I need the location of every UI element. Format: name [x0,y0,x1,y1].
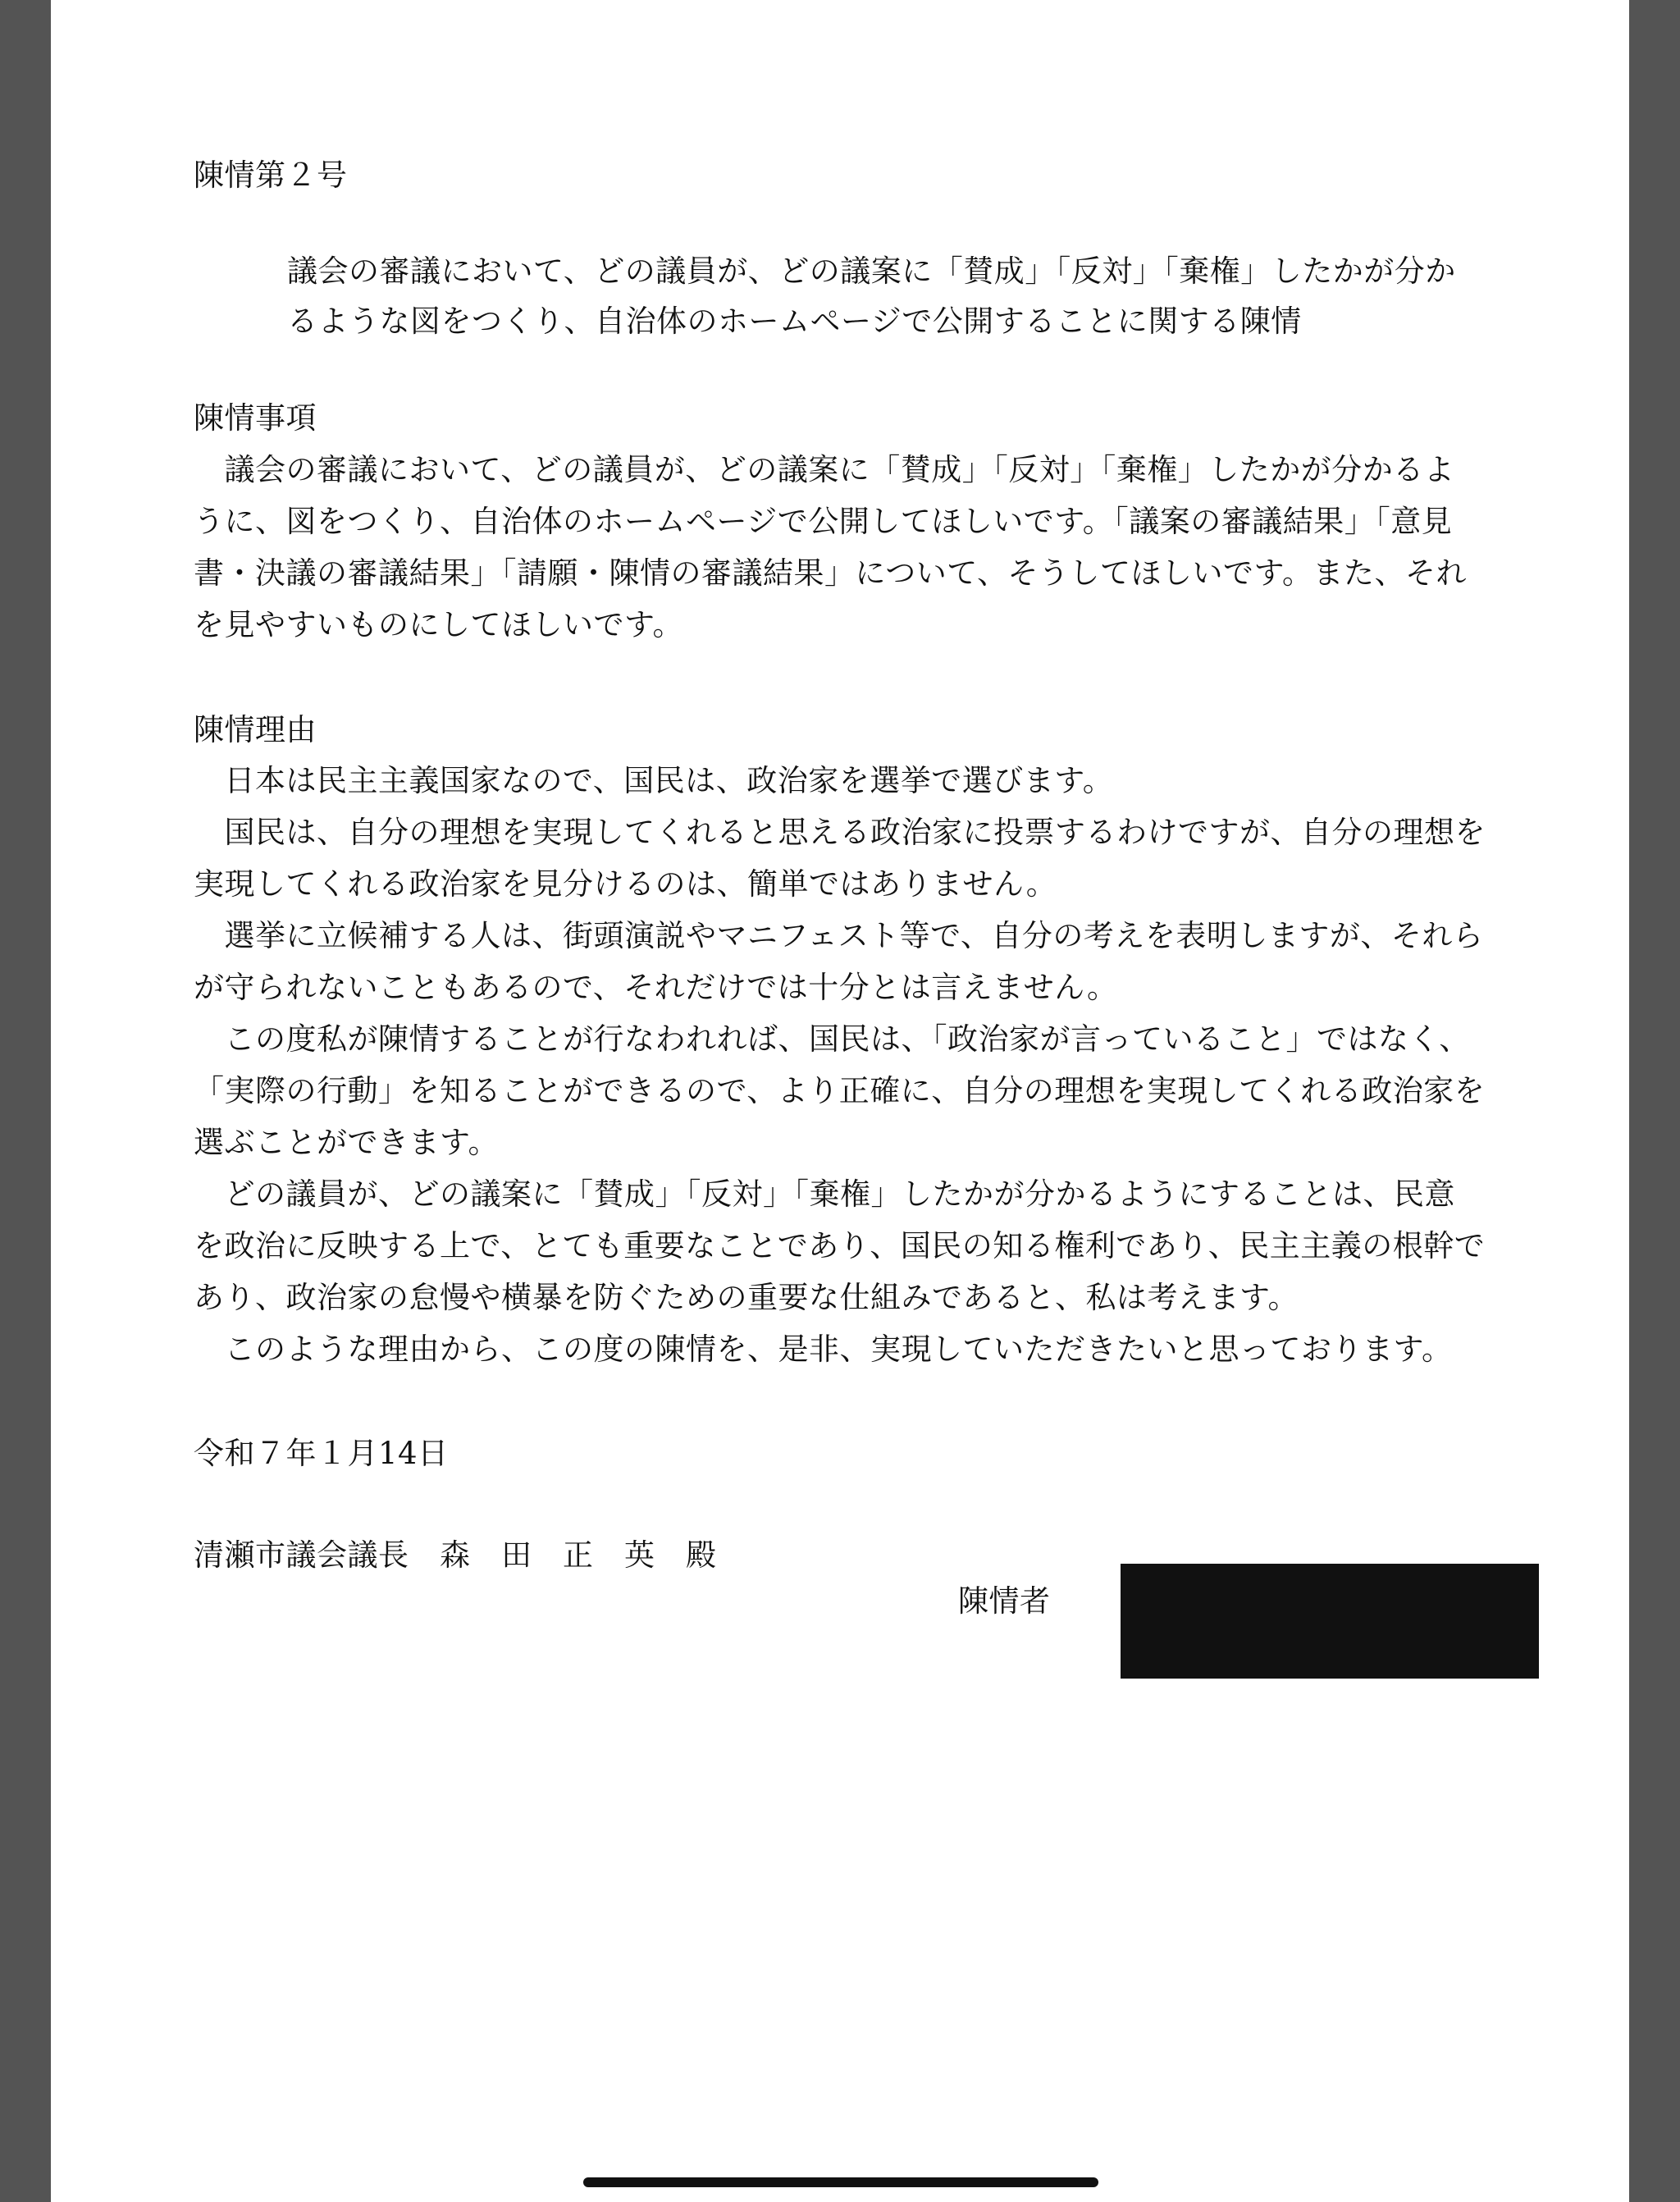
reasons-line-2: 国民は、自分の理想を実現してくれると思える政治家に投票するわけですが、自分の理想を [194,815,1486,850]
reasons-line-3: 実現してくれる政治家を見分けるのは、簡単ではありません。 [194,866,1057,902]
petition-number: 陳情第２号 [194,158,348,193]
reasons-line-7: 「実際の行動」を知ることができるので、より正確に、自分の理想を実現してくれる政治家を [194,1073,1486,1108]
reasons-line-5: が守られないこともあるので、それだけでは十分とは言えません。 [194,970,1118,1005]
redacted-petitioner-name [1121,1564,1539,1679]
matters-line-1: 議会の審議において、どの議員が、どの議案に「賛成」「反対」「棄権」したかが分かるよ [194,452,1455,487]
document-page [51,0,1629,2202]
matters-heading: 陳情事項 [194,400,317,436]
reasons-line-8: 選ぶことができます。 [194,1125,500,1160]
addressee: 清瀬市議会議長 森 田 正 英 殿 [194,1537,717,1573]
reasons-line-10: を政治に反映する上で、とても重要なことであり、国民の知る権利であり、民主主義の根幹で [194,1228,1486,1263]
matters-line-4: を見やすいものにしてほしいです。 [194,607,684,642]
reasons-line-6: この度私が陳情することが行なわれれば、国民は、「政治家が言っていること」ではなく、 [194,1021,1470,1057]
reasons-line-12: このような理由から、この度の陳情を、是非、実現していただきたいと思っております。 [194,1332,1453,1367]
reasons-line-4: 選挙に立候補する人は、街頭演説やマニフェスト等で、自分の考えを表明しますが、それら [194,918,1484,953]
home-indicator[interactable] [583,2177,1098,2187]
petition-date: 令和７年１月14日 [194,1436,449,1471]
reasons-line-9: どの議員が、どの議案に「賛成」「反対」「棄権」したかが分かるようにすることは、民意 [194,1176,1455,1212]
reasons-line-11: あり、政治家の怠慢や横暴を防ぐための重要な仕組みであると、私は考えます。 [194,1280,1299,1315]
petitioner-label: 陳情者 [958,1583,1051,1619]
reasons-heading: 陳情理由 [194,712,317,747]
matters-line-3: 書・決議の審議結果」「請願・陳情の審議結果」について、そうしてほしいです。また、それ [194,555,1468,591]
matters-line-2: うに、図をつくり、自治体のホームページで公開してほしいです。「議案の審議結果」「意見 [194,504,1453,539]
petition-title-line-2: るような図をつくり、自治体のホームページで公開することに関する陳情 [287,304,1302,339]
reasons-line-1: 日本は民主主義国家なので、国民は、政治家を選挙で選びます。 [194,763,1114,798]
petition-title-line-1: 議会の審議において、どの議員が、どの議案に「賛成」「反対」「棄権」したかが分か [287,254,1456,289]
